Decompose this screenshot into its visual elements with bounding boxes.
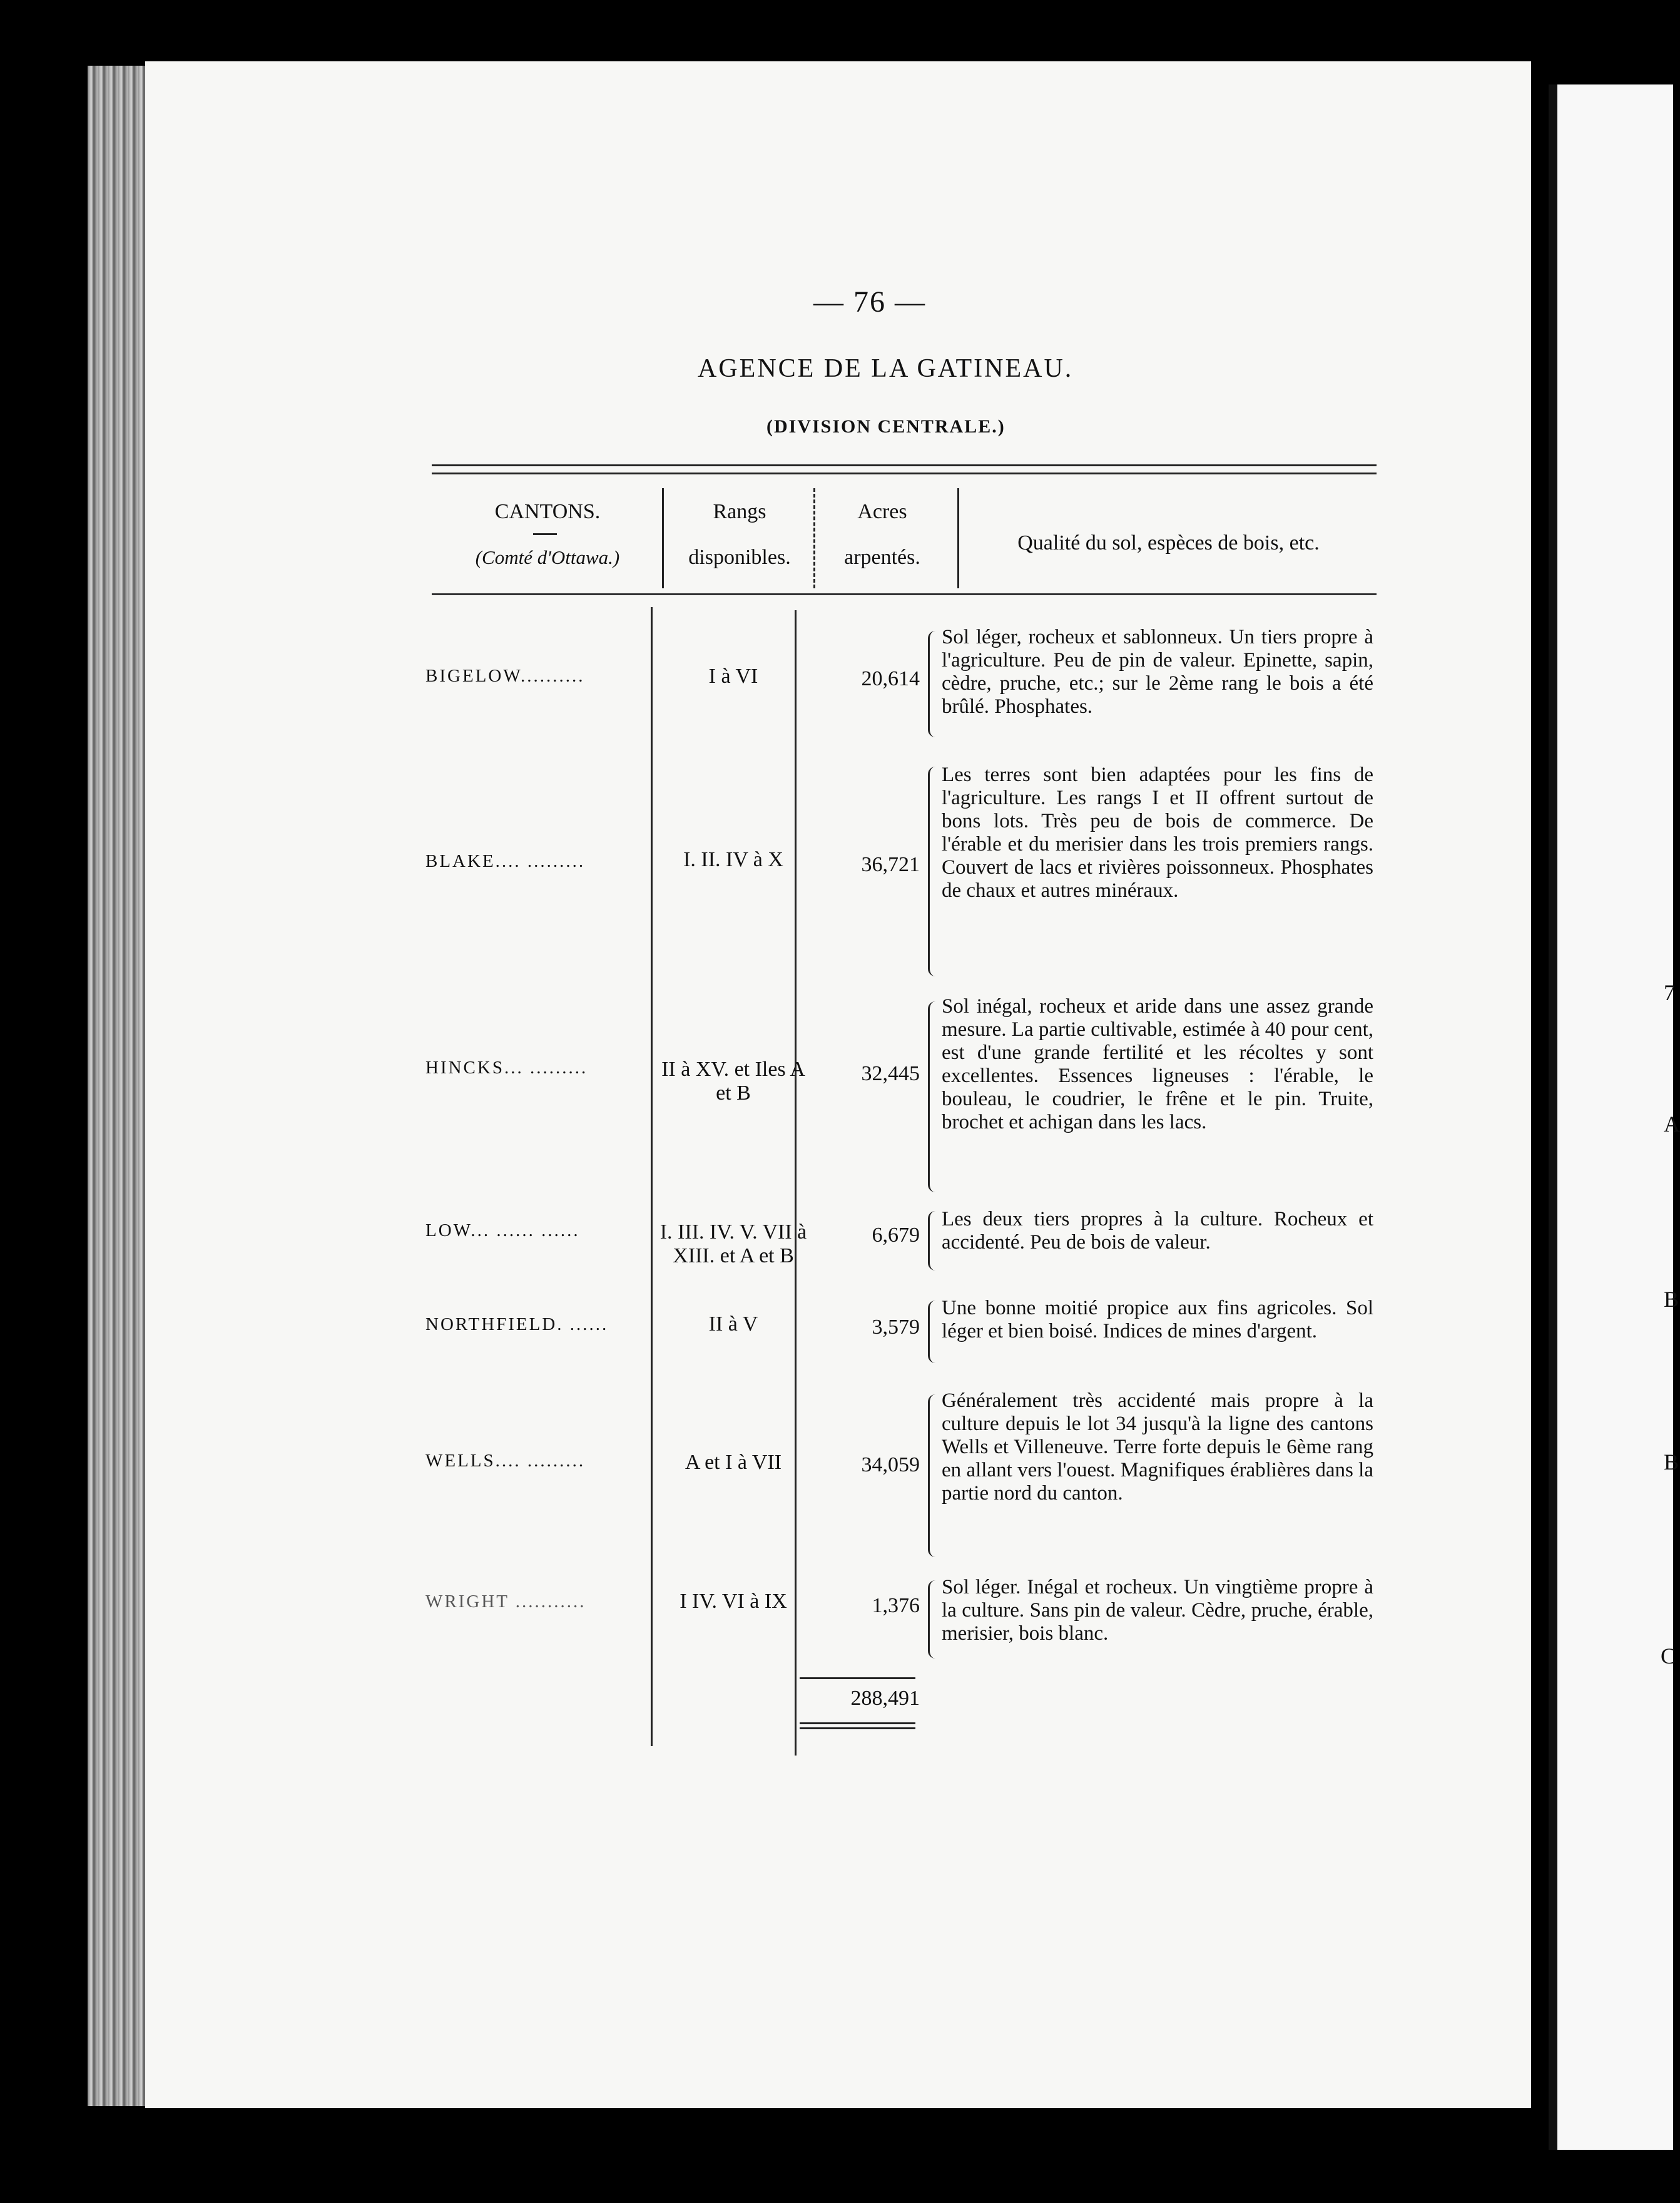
canton-name: HINCKS... ......... [425,1058,588,1078]
canton-name: BLAKE.... ......... [425,851,586,871]
header-comte: (Comté d'Ottawa.) [475,546,620,568]
canton-name: WRIGHT ........... [425,1592,586,1612]
canton-rangs: II à V [708,1312,758,1336]
adjacent-page-letter: C [1661,1643,1676,1669]
canton-rangs: A et I à VII [685,1451,782,1474]
brace [928,767,937,976]
canton-rangs: II à XV. et Iles A et B [661,1058,805,1105]
brace [928,1211,937,1270]
header-acres: Acres [857,500,907,523]
canton-name: NORTHFIELD. ...... [425,1314,609,1334]
adjacent-page-letter: B [1664,1449,1679,1475]
canton-acres: 32,445 [861,1062,920,1085]
page-number: — 76 — [813,285,926,319]
canton-acres: 3,579 [872,1316,920,1339]
page-title: AGENCE DE LA GATINEAU. [698,354,1074,383]
canton-acres: 20,614 [861,667,920,690]
canton-description: Sol léger, rocheux et sablonneux. Un tiers propre à l'agriculture. Peu de pin de valeur. Epinette, sapin, cèdre, pruche, etc.; sur le 2ème rang le bois a été brûlé. Phosphates. [942,626,1373,718]
brace [928,1001,937,1192]
canton-rangs: I IV. VI à IX [680,1590,787,1613]
adjacent-page-letter: A [1664,1112,1680,1137]
canton-name: WELLS.... ......... [425,1451,586,1471]
header-rangs: Rangs [713,500,766,523]
page-subtitle: (DIVISION CENTRALE.) [766,416,1005,437]
canton-name: BIGELOW.......... [425,666,585,686]
canton-rangs: I. II. IV à X [683,848,783,871]
canton-acres: 34,059 [861,1453,920,1476]
adjacent-page-letter: 7 [1664,980,1675,1005]
canton-name: LOW... ...... ...... [425,1220,580,1240]
canton-description: Sol léger. Inégal et rocheux. Un vingtième propre à la culture. Sans pin de valeur. Cèdre, pruche, érable, merisier, bois blanc. [942,1576,1373,1645]
canton-description: Généralement très accidenté mais propre à la culture depuis le lot 34 jusqu'à la ligne des cantons Wells et Villeneuve. Terre forte depuis le 6ème rang en allant vers l'ouest. Magnifiques érablières dans la partie nord du canton. [942,1389,1373,1505]
header-top-rule [432,464,1377,474]
brace [928,1301,937,1363]
column-separator [795,610,797,1756]
total-double-rule [800,1722,915,1724]
header-bottom-rule [432,593,1377,595]
canton-description: Les deux tiers propres à la culture. Rocheux et accidenté. Peu de bois de valeur. [942,1208,1373,1254]
canton-acres: 36,721 [861,853,920,876]
header-separator [662,488,664,588]
header-qualite: Qualité du sol, espèces de bois, etc. [1017,531,1320,555]
canton-description: Sol inégal, rocheux et aride dans une assez grande mesure. La partie cultivable, estimée à 40 pour cent, est d'une grande fertilité et les récoltes y sont excellentes. Essences ligneuses : l'érable, le bouleau, le coudrier, le frêne et le pin. Truite, brochet et achigan dans les lacs. [942,995,1373,1133]
total-double-rule [800,1727,915,1729]
brace [928,1580,937,1659]
brace [928,631,937,737]
canton-description: Les terres sont bien adaptées pour les fins de l'agriculture. Les rangs I et II offrent surtout de bons lots. Très peu de bois de commerce. De l'érable et du merisier dans les trois premiers rangs. Couvert de lacs et rivières poissonneux. Phosphates de chaux et autres minéraux. [942,764,1373,902]
canton-description: Une bonne moitié propice aux fins agricoles. Sol léger et bien boisé. Indices de mines d'argent. [942,1297,1373,1342]
total-acres: 288,491 [850,1687,920,1710]
total-rule [800,1677,915,1679]
adjacent-page-letter: B [1664,1287,1679,1312]
header-cantons: CANTONS. [494,500,601,523]
column-separator [651,607,653,1746]
canton-rangs: I. III. IV. V. VII à XIII. et A et B [659,1220,807,1267]
canton-rangs: I à VI [708,665,758,688]
header-disponibles: disponibles. [688,546,791,569]
canton-acres: 1,376 [872,1594,920,1617]
header-separator [957,488,959,588]
header-separator [813,488,815,588]
header-arpentes: arpentés. [844,546,920,569]
canton-acres: 6,679 [872,1224,920,1247]
header-dash [533,533,557,535]
brace [928,1394,937,1557]
